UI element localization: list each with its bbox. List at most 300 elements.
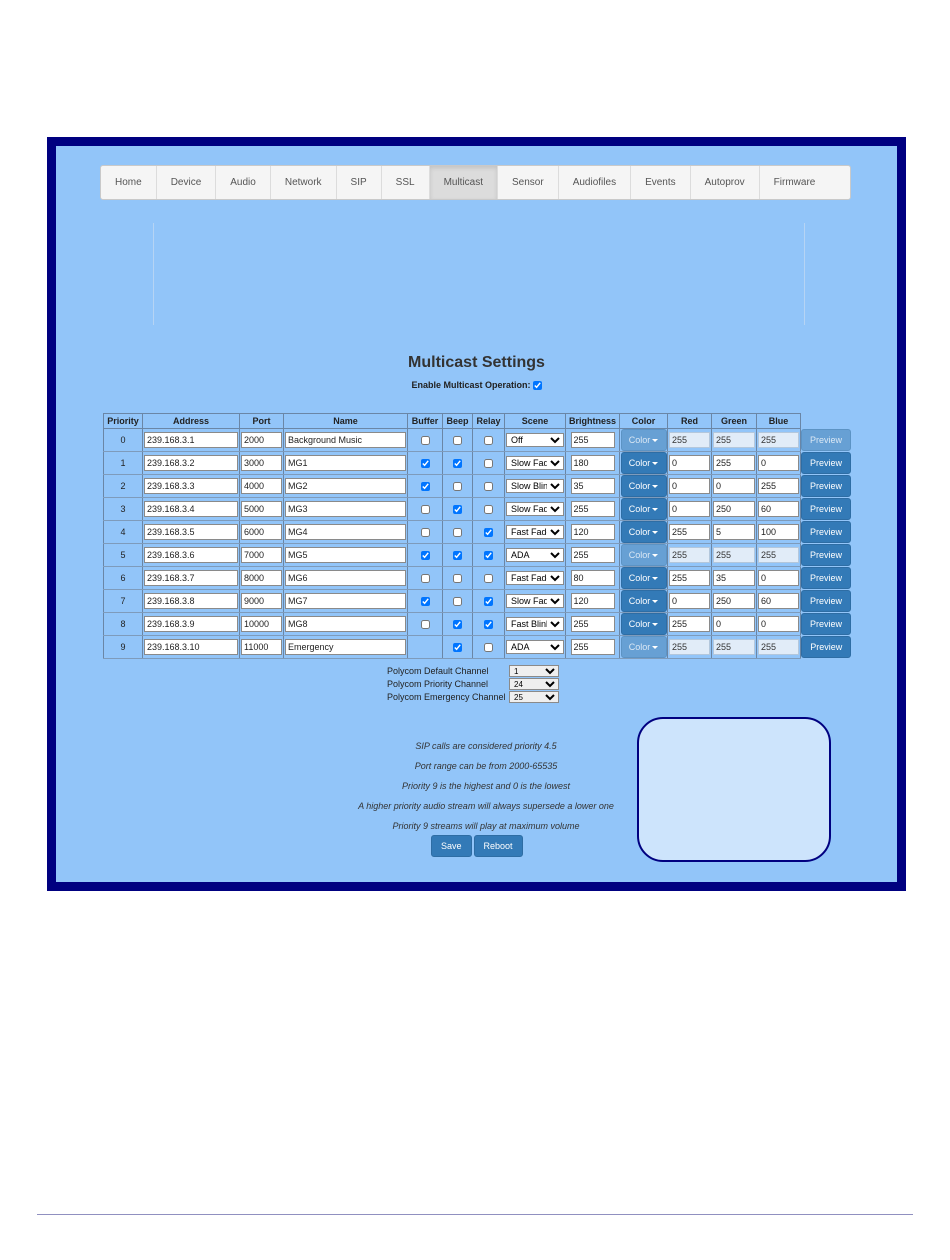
brightness-cell (566, 590, 620, 613)
enable-multicast-checkbox[interactable] (533, 381, 542, 390)
address-cell (143, 429, 240, 452)
buffer-cell (408, 544, 443, 567)
green-cell (712, 544, 757, 567)
red-cell (668, 498, 712, 521)
green-input[interactable] (713, 432, 755, 448)
address-input[interactable] (144, 432, 238, 448)
blue-cell (757, 521, 801, 544)
relay-checkbox[interactable] (484, 528, 493, 537)
address-cell (143, 498, 240, 521)
name-input[interactable] (285, 478, 406, 494)
green-input[interactable] (713, 455, 755, 471)
buffer-checkbox[interactable] (421, 528, 430, 537)
preview-cell (801, 452, 852, 475)
color-button[interactable] (621, 498, 667, 520)
polycom-channel-select[interactable] (509, 678, 559, 690)
nav-item-network[interactable]: Network (271, 166, 337, 199)
relay-checkbox[interactable] (484, 643, 493, 652)
name-cell (284, 429, 408, 452)
beep-checkbox[interactable] (453, 459, 462, 468)
relay-checkbox[interactable] (484, 620, 493, 629)
caret-down-icon (652, 531, 658, 534)
polycom-settings (387, 664, 559, 703)
port-input[interactable] (241, 478, 282, 494)
name-cell (284, 590, 408, 613)
port-cell (240, 590, 284, 613)
brightness-input[interactable] (571, 616, 615, 632)
brightness-input[interactable] (571, 524, 615, 540)
color-button[interactable] (621, 475, 667, 497)
table-row (104, 590, 852, 613)
address-input[interactable] (144, 616, 238, 632)
color-button[interactable] (621, 544, 667, 566)
relay-checkbox[interactable] (484, 482, 493, 491)
preview-button[interactable]: Preview (801, 613, 851, 635)
color-button-label: Color (628, 504, 651, 514)
table-row (104, 544, 852, 567)
nav-item-events[interactable]: Events (631, 166, 691, 199)
preview-cell (801, 636, 852, 659)
color-cell (620, 636, 668, 659)
polycom-row (387, 690, 559, 703)
caret-down-icon (652, 462, 658, 465)
blue-input[interactable] (758, 639, 799, 655)
address-cell (143, 590, 240, 613)
buffer-cell (408, 613, 443, 636)
address-input[interactable] (144, 593, 238, 609)
scene-cell (505, 498, 566, 521)
blue-cell (757, 636, 801, 659)
buffer-cell (408, 567, 443, 590)
port-input[interactable] (241, 455, 282, 471)
blue-input[interactable] (758, 570, 799, 586)
preview-button[interactable]: Preview (801, 498, 851, 520)
brightness-cell (566, 498, 620, 521)
address-input[interactable] (144, 547, 238, 563)
relay-checkbox[interactable] (484, 574, 493, 583)
port-input[interactable] (241, 593, 282, 609)
blue-cell (757, 429, 801, 452)
address-cell (143, 636, 240, 659)
caret-down-icon (652, 623, 658, 626)
buffer-checkbox[interactable] (421, 597, 430, 606)
relay-cell (473, 636, 505, 659)
beep-checkbox[interactable] (453, 597, 462, 606)
col-header-red: Red (668, 414, 712, 429)
nav-item-sensor[interactable]: Sensor (498, 166, 559, 199)
color-cell (620, 613, 668, 636)
beep-cell (443, 452, 473, 475)
red-cell (668, 590, 712, 613)
preview-button[interactable]: Preview (801, 475, 851, 497)
color-cell (620, 567, 668, 590)
col-header-empty (801, 414, 852, 429)
color-button-label: Color (628, 527, 651, 537)
red-input[interactable] (669, 547, 710, 563)
preview-button[interactable]: Preview (801, 590, 851, 612)
col-header-beep: Beep (443, 414, 473, 429)
brightness-cell (566, 475, 620, 498)
color-cell (620, 475, 668, 498)
blue-input[interactable] (758, 455, 799, 471)
blue-input[interactable] (758, 593, 799, 609)
name-input[interactable] (285, 639, 406, 655)
brightness-cell (566, 636, 620, 659)
scene-cell (505, 452, 566, 475)
port-cell (240, 567, 284, 590)
address-cell (143, 567, 240, 590)
port-input[interactable] (241, 547, 282, 563)
beep-checkbox[interactable] (453, 574, 462, 583)
preview-cell (801, 613, 852, 636)
green-input[interactable] (713, 593, 755, 609)
note-line: Priority 9 streams will play at maximum volume (392, 821, 580, 831)
caret-down-icon (652, 508, 658, 511)
scene-select[interactable] (506, 548, 564, 562)
scene-cell (505, 521, 566, 544)
port-input[interactable] (241, 570, 282, 586)
red-input[interactable] (669, 524, 710, 540)
polycom-channel-select[interactable] (509, 665, 559, 677)
name-cell (284, 475, 408, 498)
blue-cell (757, 544, 801, 567)
nav-bar (100, 165, 851, 200)
buffer-cell (408, 429, 443, 452)
color-button-label: Color (628, 458, 651, 468)
green-input[interactable] (713, 547, 755, 563)
color-button-label: Color (628, 596, 651, 606)
preview-cell (801, 567, 852, 590)
preview-button[interactable]: Preview (801, 452, 851, 474)
scene-select[interactable] (506, 525, 564, 539)
scene-cell (505, 544, 566, 567)
green-cell (712, 498, 757, 521)
col-header-buffer: Buffer (408, 414, 443, 429)
scene-cell (505, 636, 566, 659)
port-input[interactable] (241, 616, 282, 632)
nav-item-home[interactable]: Home (101, 166, 157, 199)
buffer-cell (408, 498, 443, 521)
scene-select[interactable] (506, 433, 564, 447)
brightness-cell (566, 567, 620, 590)
beep-checkbox[interactable] (453, 505, 462, 514)
port-input[interactable] (241, 524, 282, 540)
red-cell (668, 544, 712, 567)
brightness-input[interactable] (571, 639, 615, 655)
caret-down-icon (652, 600, 658, 603)
green-input[interactable] (713, 616, 755, 632)
color-button-label: Color (628, 550, 651, 560)
col-header-relay: Relay (473, 414, 505, 429)
green-cell (712, 521, 757, 544)
color-cell (620, 498, 668, 521)
buffer-checkbox[interactable] (421, 436, 430, 445)
address-input[interactable] (144, 478, 238, 494)
green-cell (712, 475, 757, 498)
red-cell (668, 429, 712, 452)
footer-divider (37, 1214, 913, 1215)
color-button[interactable] (621, 567, 667, 589)
port-input[interactable] (241, 639, 282, 655)
name-input[interactable] (285, 432, 406, 448)
address-input[interactable] (144, 501, 238, 517)
reboot-button[interactable]: Reboot (474, 835, 523, 857)
address-input[interactable] (144, 570, 238, 586)
port-input[interactable] (241, 432, 282, 448)
preview-cell (801, 498, 852, 521)
blue-input[interactable] (758, 547, 799, 563)
scene-select[interactable] (506, 502, 564, 516)
name-input[interactable] (285, 547, 406, 563)
color-button[interactable] (621, 429, 667, 451)
name-cell (284, 567, 408, 590)
red-input[interactable] (669, 455, 710, 471)
blue-input[interactable] (758, 501, 799, 517)
green-input[interactable] (713, 478, 755, 494)
enable-multicast-label: Enable Multicast Operation: (411, 380, 531, 390)
priority-cell: 8 (104, 613, 143, 636)
save-button[interactable]: Save (431, 835, 472, 857)
nav-item-firmware[interactable]: Firmware (773, 177, 816, 188)
relay-cell (473, 590, 505, 613)
preview-cell (801, 429, 852, 452)
port-cell (240, 636, 284, 659)
color-cell (620, 590, 668, 613)
buffer-checkbox[interactable] (421, 505, 430, 514)
nav-item-audiofiles[interactable]: Audiofiles (559, 166, 631, 199)
buffer-checkbox[interactable] (421, 482, 430, 491)
preview-button[interactable]: Preview (801, 521, 851, 543)
col-header-name: Name (284, 414, 408, 429)
brightness-cell (566, 452, 620, 475)
beep-checkbox[interactable] (453, 528, 462, 537)
blue-cell (757, 498, 801, 521)
scene-select[interactable] (506, 640, 564, 654)
blue-cell (757, 590, 801, 613)
name-input[interactable] (285, 524, 406, 540)
color-cell (620, 521, 668, 544)
beep-checkbox[interactable] (453, 620, 462, 629)
beep-checkbox[interactable] (453, 436, 462, 445)
address-cell (143, 544, 240, 567)
red-input[interactable] (669, 570, 710, 586)
preview-cell (801, 590, 852, 613)
col-header-brightness: Brightness (566, 414, 620, 429)
blank-panel (153, 223, 805, 325)
buffer-checkbox[interactable] (421, 574, 430, 583)
buffer-checkbox[interactable] (421, 459, 430, 468)
polycom-label: Polycom Priority Channel (387, 678, 489, 689)
beep-checkbox[interactable] (453, 551, 462, 560)
brightness-input[interactable] (571, 547, 615, 563)
scene-cell (505, 475, 566, 498)
relay-checkbox[interactable] (484, 505, 493, 514)
color-button[interactable] (621, 613, 667, 635)
port-cell (240, 498, 284, 521)
name-input[interactable] (285, 570, 406, 586)
green-cell (712, 567, 757, 590)
polycom-row (387, 677, 559, 690)
name-cell (284, 452, 408, 475)
preview-button[interactable]: Preview (801, 636, 851, 658)
preview-button[interactable]: Preview (801, 544, 851, 566)
nav-item-ssl[interactable]: SSL (382, 166, 430, 199)
polycom-label: Polycom Default Channel (387, 665, 489, 676)
nav-item-audio[interactable]: Audio (216, 166, 271, 199)
scene-cell (505, 590, 566, 613)
polycom-row (387, 664, 559, 677)
polycom-channel-select[interactable] (509, 691, 559, 703)
beep-cell (443, 636, 473, 659)
col-header-port: Port (240, 414, 284, 429)
priority-cell: 3 (104, 498, 143, 521)
scene-cell (505, 613, 566, 636)
scene-select[interactable] (506, 456, 564, 470)
red-input[interactable] (669, 501, 710, 517)
scene-select[interactable] (506, 571, 564, 585)
address-cell (143, 452, 240, 475)
buffer-cell (408, 521, 443, 544)
blue-input[interactable] (758, 432, 799, 448)
nav-item-autoprov[interactable]: Autoprov (691, 166, 760, 199)
port-cell (240, 613, 284, 636)
brightness-input[interactable] (571, 455, 615, 471)
brightness-input[interactable] (571, 432, 615, 448)
red-cell (668, 452, 712, 475)
enable-multicast (56, 380, 897, 390)
relay-cell (473, 475, 505, 498)
beep-cell (443, 613, 473, 636)
brightness-input[interactable] (571, 593, 615, 609)
note-line: SIP calls are considered priority 4.5 (415, 741, 557, 751)
caret-down-icon (652, 439, 658, 442)
table-row (104, 613, 852, 636)
name-input[interactable] (285, 593, 406, 609)
priority-cell: 0 (104, 429, 143, 452)
note-line: A higher priority audio stream will always supersede a lower one (358, 801, 614, 811)
color-cell (620, 544, 668, 567)
red-input[interactable] (669, 639, 710, 655)
beep-cell (443, 475, 473, 498)
table-row (104, 498, 852, 521)
col-header-address: Address (143, 414, 240, 429)
preview-button[interactable]: Preview (801, 567, 851, 589)
nav-item-device[interactable]: Device (157, 166, 217, 199)
color-button-label: Color (628, 573, 651, 583)
green-cell (712, 636, 757, 659)
notes (296, 736, 676, 836)
red-input[interactable] (669, 616, 710, 632)
relay-checkbox[interactable] (484, 436, 493, 445)
info-bubble (637, 717, 831, 862)
green-input[interactable] (713, 501, 755, 517)
priority-cell: 9 (104, 636, 143, 659)
blue-cell (757, 475, 801, 498)
green-input[interactable] (713, 639, 755, 655)
red-input[interactable] (669, 432, 710, 448)
brightness-input[interactable] (571, 570, 615, 586)
scene-select[interactable] (506, 617, 564, 631)
relay-checkbox[interactable] (484, 597, 493, 606)
scene-cell (505, 429, 566, 452)
red-cell (668, 475, 712, 498)
green-cell (712, 452, 757, 475)
nav-item-multicast[interactable]: Multicast (430, 166, 498, 199)
name-cell (284, 498, 408, 521)
settings-frame (47, 137, 906, 891)
name-input[interactable] (285, 501, 406, 517)
port-cell (240, 544, 284, 567)
green-input[interactable] (713, 570, 755, 586)
address-input[interactable] (144, 455, 238, 471)
red-input[interactable] (669, 593, 710, 609)
buffer-checkbox[interactable] (421, 551, 430, 560)
port-cell (240, 521, 284, 544)
col-header-scene: Scene (505, 414, 566, 429)
name-input[interactable] (285, 455, 406, 471)
color-cell (620, 429, 668, 452)
brightness-input[interactable] (571, 478, 615, 494)
buffer-checkbox[interactable] (421, 620, 430, 629)
scene-select[interactable] (506, 479, 564, 493)
beep-checkbox[interactable] (453, 482, 462, 491)
priority-cell: 2 (104, 475, 143, 498)
col-header-blue: Blue (757, 414, 801, 429)
color-button-label: Color (628, 619, 651, 629)
beep-cell (443, 429, 473, 452)
table-row (104, 475, 852, 498)
brightness-cell (566, 429, 620, 452)
port-input[interactable] (241, 501, 282, 517)
table-row (104, 521, 852, 544)
table-row (104, 429, 852, 452)
beep-checkbox[interactable] (453, 643, 462, 652)
preview-button[interactable]: Preview (801, 429, 851, 451)
red-cell (668, 521, 712, 544)
polycom-label: Polycom Emergency Channel (387, 691, 506, 702)
priority-cell: 4 (104, 521, 143, 544)
color-button[interactable] (621, 521, 667, 543)
address-input[interactable] (144, 639, 238, 655)
preview-cell (801, 475, 852, 498)
buffer-cell (408, 452, 443, 475)
color-button[interactable] (621, 590, 667, 612)
port-cell (240, 475, 284, 498)
nav-item-sip[interactable]: SIP (337, 166, 382, 199)
color-button[interactable] (621, 452, 667, 474)
green-input[interactable] (713, 524, 755, 540)
red-cell (668, 613, 712, 636)
blue-input[interactable] (758, 524, 799, 540)
beep-cell (443, 498, 473, 521)
blue-input[interactable] (758, 478, 799, 494)
blue-input[interactable] (758, 616, 799, 632)
page-title: Multicast Settings (408, 354, 545, 371)
name-input[interactable] (285, 616, 406, 632)
beep-cell (443, 544, 473, 567)
relay-checkbox[interactable] (484, 459, 493, 468)
caret-down-icon (652, 577, 658, 580)
address-input[interactable] (144, 524, 238, 540)
relay-cell (473, 521, 505, 544)
brightness-cell (566, 521, 620, 544)
color-button[interactable] (621, 636, 667, 658)
note-line: Priority 9 is the highest and 0 is the lowest (401, 781, 571, 791)
relay-checkbox[interactable] (484, 551, 493, 560)
red-input[interactable] (669, 478, 710, 494)
brightness-input[interactable] (571, 501, 615, 517)
scene-select[interactable] (506, 594, 564, 608)
